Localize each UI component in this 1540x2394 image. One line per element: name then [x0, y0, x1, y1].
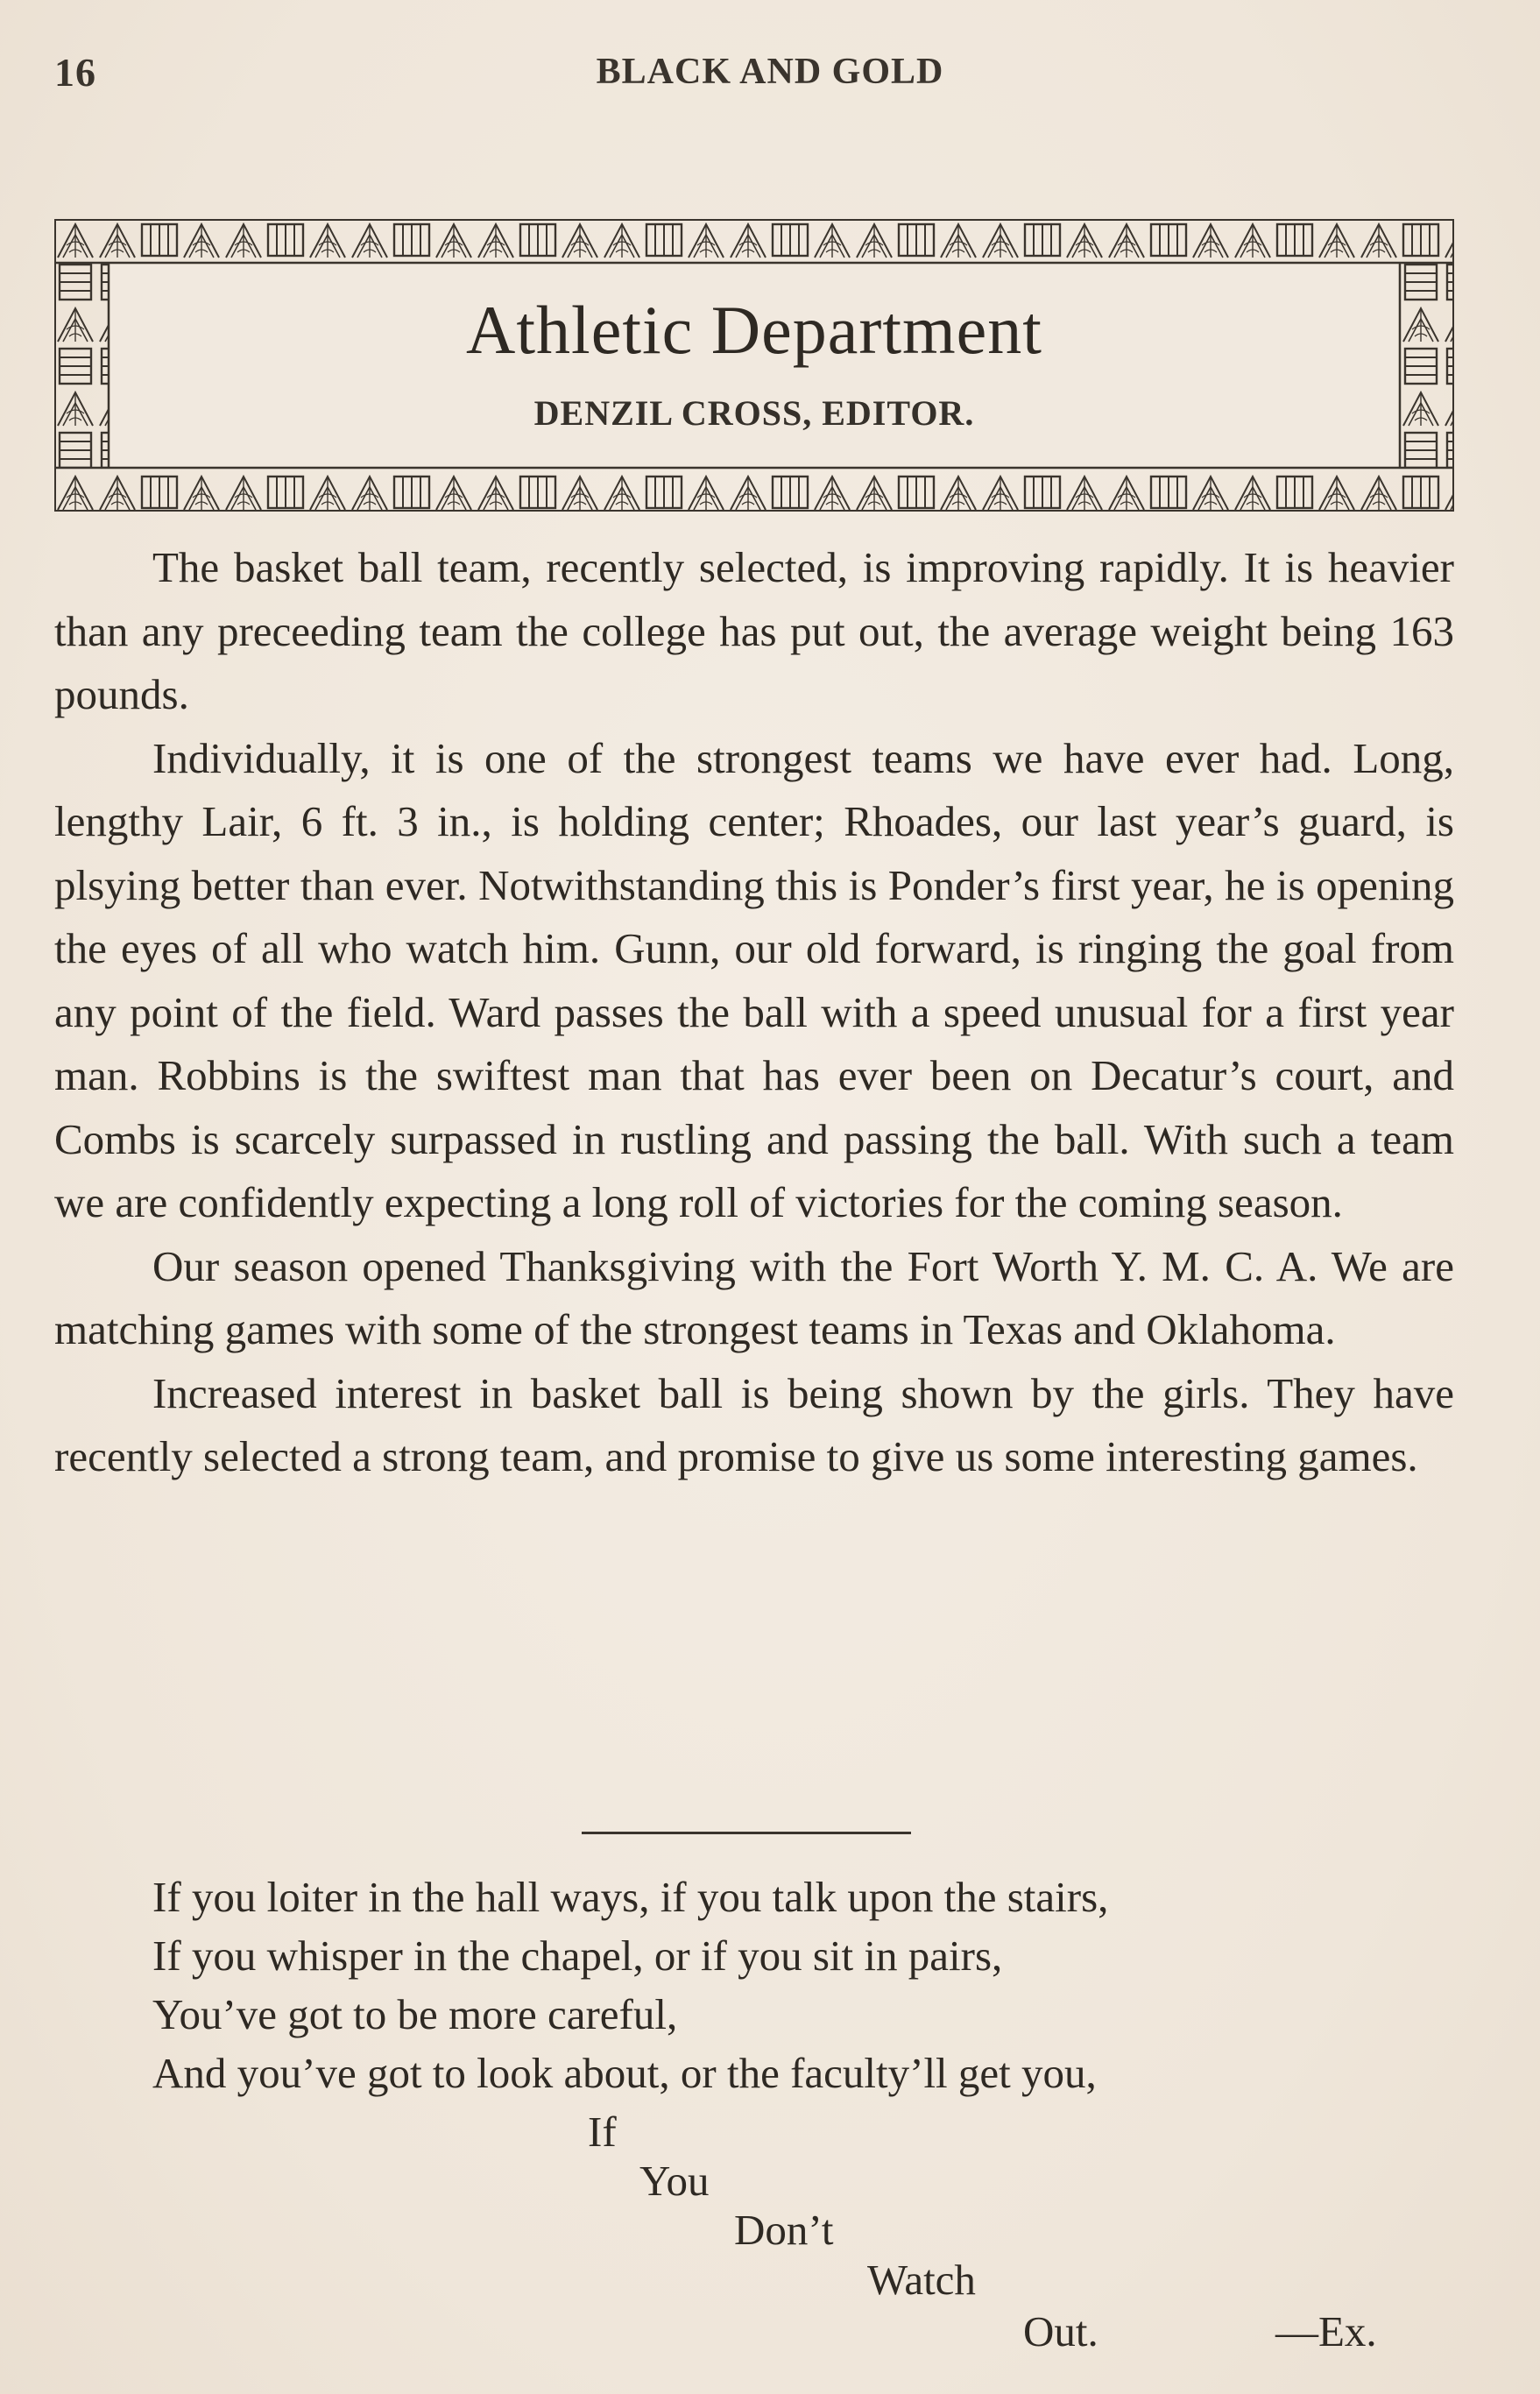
poem-stair-word: Don’t: [734, 2206, 834, 2254]
article-body: [54, 536, 1454, 1489]
poem-line: If you whisper in the chapel, or if you sit in pairs,: [152, 1931, 1003, 1980]
section-title: Athletic Department: [466, 292, 1042, 368]
poem-line: And you’ve got to look about, or the faculty’ll get you,: [152, 2049, 1097, 2097]
article-paragraph: Our season opened Thanksgiving with the Fort Worth Y. M. C. A. We are matching games with some of the strongest teams in Texas and Oklahoma.: [54, 1241, 1454, 1353]
poem-stair-word: Watch: [867, 2256, 976, 2304]
section-divider: [582, 1832, 911, 1834]
article-paragraph: The basket ball team, recently selected, is improving rapidly. It is heavier than any preceeding team the college has put out, the average weight being 163 pounds.: [54, 543, 1454, 718]
poem-line: You’ve got to be more careful,: [152, 1990, 678, 2038]
article-paragraph: Individually, it is one of the strongest teams we have ever had. Long, lengthy Lair, 6 ft. 3 in., is holding center; Rhoades, our last year’s guard, is plsying better than ever. Notwithstanding this is Ponder’s first year, he is opening the eyes of all who watch him. Gunn, our old forward, is ringing the goal from any point of the field. Ward passes the ball with a speed unusual for a first year man. Robbins is the swiftest man that has ever been on Decatur’s court, and Combs is scarcely surpassed in rustling and passing the ball. With such a team we are confidently expecting a long roll of victories for the coming season.: [54, 733, 1454, 1226]
article-paragraph: Increased interest in basket ball is being shown by the girls. They have recently selected a strong team, and promise to give us some interesting games.: [54, 1368, 1454, 1480]
ornamental-header-box: [54, 219, 1454, 512]
poem: [152, 1868, 1466, 2102]
poem-attribution: —Ex.: [1275, 2307, 1377, 2355]
poem-stair-word: If: [588, 2108, 617, 2156]
poem-stair-word: Out.: [1023, 2307, 1098, 2355]
poem-stair-word: You: [639, 2157, 710, 2205]
page-number: 16: [54, 50, 96, 95]
poem-line: If you loiter in the hall ways, if you talk upon the stairs,: [152, 1873, 1109, 1921]
section-editor: DENZIL CROSS, EDITOR.: [533, 393, 975, 433]
running-head-title: BLACK AND GOLD: [596, 52, 944, 92]
